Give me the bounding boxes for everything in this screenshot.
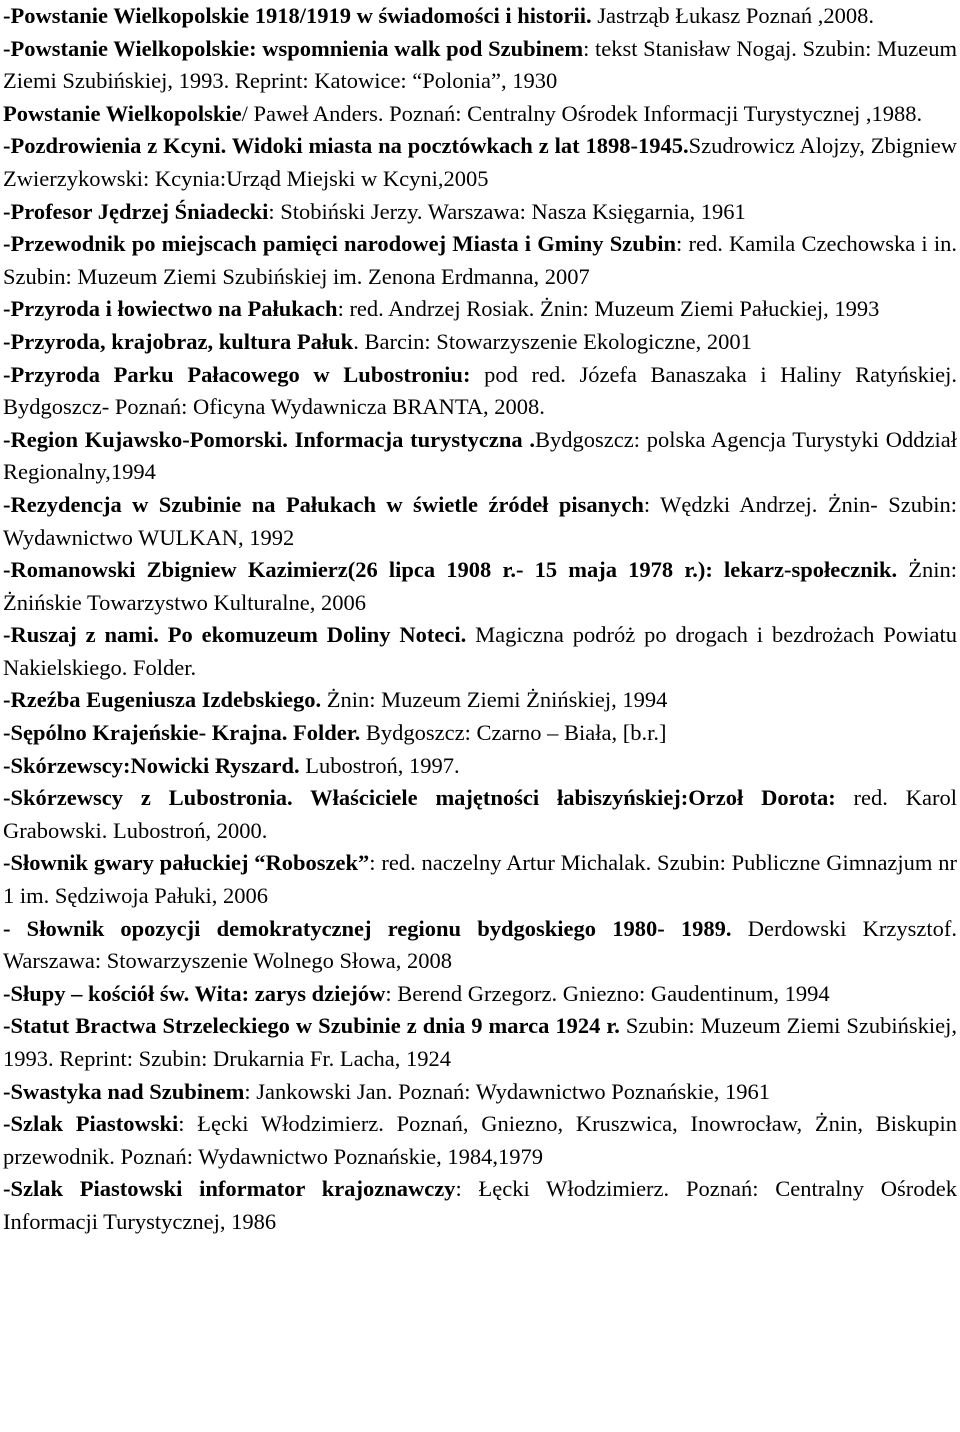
bibliography-entry: [3, 196, 957, 229]
entry-title: -Szlak Piastowski: [3, 1111, 179, 1137]
bibliography-entry: [3, 326, 957, 359]
entry-details: Jastrząb Łukasz Poznań ,2008.: [591, 3, 875, 28]
bibliography-entry: [3, 1108, 957, 1173]
bibliography-entry: [3, 98, 957, 131]
entry-title: -Profesor Jędrzej Śniadecki: [3, 198, 269, 224]
entry-title: -Rezydencja w Szubinie na Pałukach w świetle źródeł pisanych: [3, 491, 644, 517]
entry-details: : red. Kamila Czechowska i in. Szubin: Muzeum Ziemi Szubińskiej im. Zenona Erdmanna, 2007: [3, 231, 957, 289]
entry-title: -Przyroda Parku Pałacowego w Lubostroniu:: [3, 361, 471, 387]
entry-details: : Wędzki Andrzej. Żnin- Szubin: Wydawnictwo WULKAN, 1992: [3, 491, 957, 550]
entry-details: Szudrowicz Alojzy, Zbigniew Zwierzykowski: Kcynia:Urząd Miejski w Kcyni,2005: [3, 133, 957, 191]
entry-title: -Słownik gwary pałuckiej “Roboszek”: [3, 850, 370, 876]
entry-details: Bydgoszcz: polska Agencja Turystyki Oddział Regionalny,1994: [3, 426, 957, 485]
bibliography-entry: [3, 489, 957, 554]
entry-title: -Ruszaj z nami. Po ekomuzeum Doliny Noteci.: [3, 622, 467, 648]
bibliography-entry: [3, 1076, 957, 1109]
entry-details: : Berend Grzegorz. Gniezno: Gaudentinum, 1994: [385, 980, 830, 1006]
entry-details: / Paweł Anders. Poznań: Centralny Ośrodek Informacji Turystycznej ,1988.: [241, 100, 923, 126]
entry-details: : Łęcki Włodzimierz. Poznań: Centralny Ośrodek Informacji Turystycznej, 1986: [3, 1176, 957, 1234]
entry-title: -Swastyka nad Szubinem: [3, 1078, 245, 1104]
bibliography-entry: [3, 293, 957, 326]
bibliography-entry: [3, 717, 957, 750]
entry-details: Lubostroń, 1997.: [299, 752, 460, 778]
entry-title: -Skórzewscy z Lubostronia. Właściciele majętności łabiszyńskiej:Orzoł Dorota:: [3, 785, 836, 811]
entry-details: Szubin: Muzeum Ziemi Szubińskiej, 1993. Reprint: Szubin: Drukarnia Fr. Lacha, 1924: [3, 1013, 958, 1071]
entry-title: -Powstanie Wielkopolskie 1918/1919 w świadomości i historii.: [3, 3, 592, 28]
entry-title: -Skórzewscy:Nowicki Ryszard.: [3, 752, 300, 778]
entry-details: : Stobiński Jerzy. Warszawa: Nasza Księgarnia, 1961: [268, 198, 746, 224]
entry-title: -Przyroda i łowiectwo na Pałukach: [3, 296, 338, 322]
bibliography-entry: [3, 130, 957, 195]
bibliography-entry: [3, 1173, 957, 1238]
bibliography-entry: [3, 228, 957, 293]
entry-details: Magiczna podróż po drogach i bezdrożach Powiatu Nakielskiego. Folder.: [3, 622, 958, 680]
entry-details: Żnin: Muzeum Ziemi Żnińskiej, 1994: [321, 687, 668, 713]
entry-title: -Słupy – kościół św. Wita: zarys dziejów: [3, 980, 386, 1006]
bibliography-entry: [3, 847, 957, 912]
entry-details: Żnin: Żnińskie Towarzystwo Kulturalne, 2006: [3, 557, 958, 615]
bibliography-entry: [3, 750, 957, 783]
bibliography-entry: [3, 33, 957, 98]
bibliography-entry: [3, 424, 957, 489]
entry-details: : red. Andrzej Rosiak. Żnin: Muzeum Ziemi Pałuckiej, 1993: [337, 296, 880, 322]
bibliography-entry: [3, 978, 957, 1011]
entry-title: -Rzeźba Eugeniusza Izdebskiego.: [3, 687, 322, 713]
entry-title: -Romanowski Zbigniew Kazimierz(26 lipca 1908 r.- 15 maja 1978 r.): lekarz-społecznik.: [3, 557, 898, 583]
bibliography-entry: [3, 782, 957, 847]
bibliography-entry: [3, 359, 957, 424]
bibliography-entry: [3, 0, 957, 33]
entry-title: -Szlak Piastowski informator krajoznawczy: [3, 1176, 456, 1202]
entry-title: Powstanie Wielkopolskie: [3, 100, 242, 126]
entry-details: : red. naczelny Artur Michalak. Szubin: Publiczne Gimnazjum nr 1 im. Sędziwoja Pałuki, 2006: [3, 850, 957, 909]
entry-details: Bydgoszcz: Czarno – Biała, [b.r.]: [360, 720, 667, 746]
entry-title: - Słownik opozycji demokratycznej regionu bydgoskiego 1980- 1989.: [3, 915, 732, 941]
entry-details: pod red. Józefa Banaszaka i Haliny Ratyńskiej. Bydgoszcz- Poznań: Oficyna Wydawnicza BRANTA, 2008.: [3, 361, 957, 420]
entry-title: -Region Kujawsko-Pomorski. Informacja turystyczna .: [3, 426, 535, 452]
entry-title: -Przyroda, krajobraz, kultura Pałuk: [3, 328, 354, 354]
entry-details: Derdowski Krzysztof. Warszawa: Stowarzyszenie Wolnego Słowa, 2008: [3, 915, 957, 974]
entry-title: -Statut Bractwa Strzeleckiego w Szubinie z dnia 9 marca 1924 r.: [3, 1013, 620, 1039]
bibliography-entry: [3, 913, 957, 978]
entry-details: : Łęcki Włodzimierz. Poznań, Gniezno, Kruszwica, Inowrocław, Żnin, Biskupin przewodnik. Poznań: Wydawnictwo Poznańskie, 1984,1979: [3, 1111, 957, 1169]
entry-details: : tekst Stanisław Nogaj. Szubin: Muzeum Ziemi Szubińskiej, 1993. Reprint: Katowice: “Polonia”, 1930: [3, 35, 957, 94]
bibliography-entry: [3, 554, 957, 619]
bibliography-entry: [3, 619, 957, 684]
entry-title: -Pozdrowienia z Kcyni. Widoki miasta na pocztówkach z lat 1898-1945.: [3, 133, 689, 159]
entry-title: -Sępólno Krajeńskie- Krajna. Folder.: [3, 720, 361, 746]
entry-details: : Jankowski Jan. Poznań: Wydawnictwo Poznańskie, 1961: [244, 1078, 770, 1104]
bibliography-entry: [3, 684, 957, 717]
entry-title: -Przewodnik po miejscach pamięci narodowej Miasta i Gminy Szubin: [3, 231, 677, 257]
bibliography-entry: [3, 1010, 957, 1075]
entry-details: red. Karol Grabowski. Lubostroń, 2000.: [3, 785, 957, 843]
entry-title: -Powstanie Wielkopolskie: wspomnienia walk pod Szubinem: [3, 35, 584, 61]
entry-details: . Barcin: Stowarzyszenie Ekologiczne, 2001: [353, 328, 752, 354]
